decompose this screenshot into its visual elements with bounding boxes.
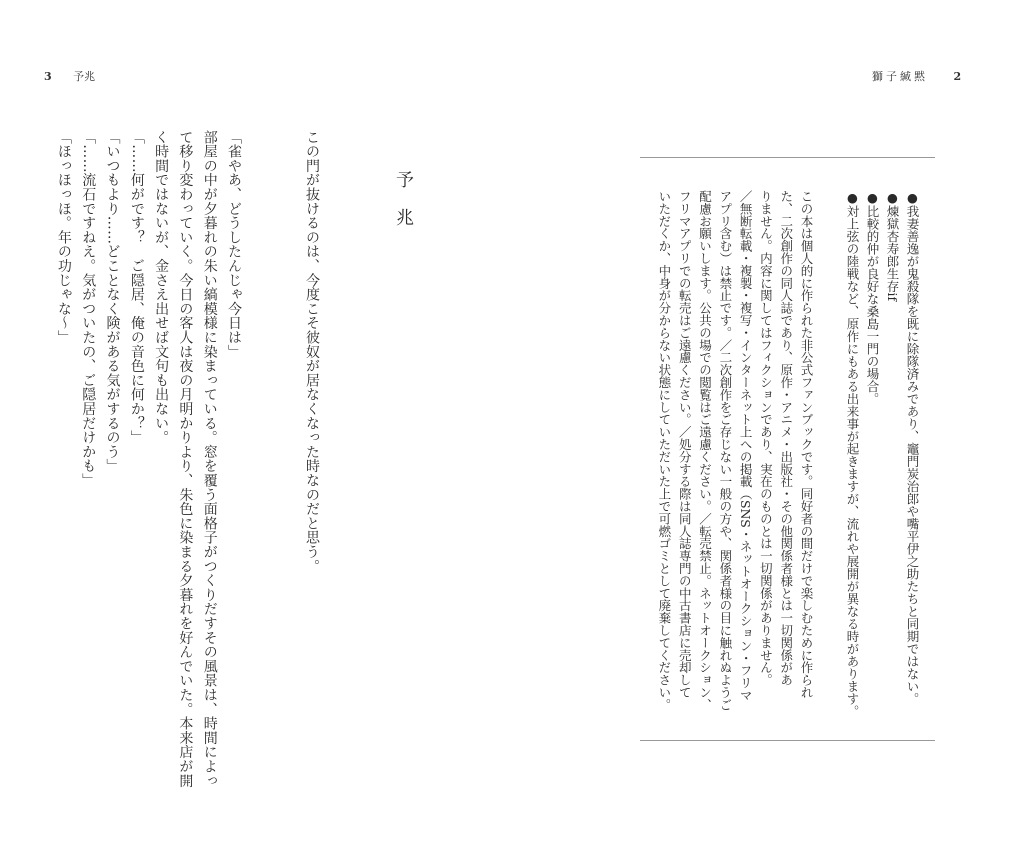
running-head: 獅子緘黙 [872, 70, 928, 83]
text-line: く時間ではないが、金さえ出せば文句も出ない。 [153, 130, 170, 445]
note-item: ●我妻善逸が鬼殺隊を既に除隊済みであり、竈門炭治郎や嘴平伊之助たちと同期ではない。 [905, 190, 920, 705]
text-line: 配慮お願いします。公共の場での閲覧はご遠慮ください。／転売禁止。ネットオークション、 [697, 190, 713, 711]
text-line: 「……流石ですねえ。気がついたの、ご隠居だけかも」 [80, 130, 97, 488]
body-text [52, 130, 246, 788]
text-line: この本は個人的に作られた非公式ファンブックです。同好者の間だけで楽しむために作られ [799, 190, 814, 699]
page-number: 3 [44, 70, 52, 83]
note-item: ●比較的仲が良好な桑島一門の場合。 [865, 190, 880, 405]
note-item: ●煉獄杏寿郎生存if [885, 190, 900, 302]
right-page-header [872, 68, 961, 84]
page-number: 2 [953, 70, 962, 83]
text-line: ／無断転載・複製・複写・インターネット上への掲載（SNS・ネットオークション・フリマ [738, 190, 754, 702]
top-divider [640, 157, 935, 158]
text-line: アプリ含む）は禁止です。／二次創作をご存じない一般の方や、関係者様の目に触れぬようご [717, 190, 733, 711]
text-line: 「雀やあ、どうしたんじゃ今日は」 [226, 130, 242, 359]
intro-line: この門が抜けるのは、今度こそ彼奴が居なくなった時なのだと思う。 [304, 130, 320, 574]
bottom-divider [640, 740, 935, 741]
text-line: 「いつもより……どことなく険がある気がするのう」 [104, 130, 121, 474]
text-line: 「……何がです？ ご隠居、俺の音色に何か？」 [128, 130, 145, 445]
chapter-title: 予兆 [393, 170, 414, 246]
text-line: 「ほっほっほ。年の功じゃな～」 [55, 130, 72, 345]
text-line: いただくか、中身が分からない状態にしていただいた上で可燃ゴミとして廃棄してください。 [656, 190, 672, 711]
running-head: 予兆 [73, 70, 96, 83]
text-line: りません。内容に関してはフィクションであり、実在のものとは一切関係がありません。 [758, 190, 774, 687]
text-line: た、二次創作の同人誌であり、原作・アニメ・出版社・その他関係者様とは一切関係があ [778, 190, 794, 687]
text-line: て移り変わっていく。今日の客人は夜の月明かりより、朱色に染まる夕暮れを好んでいた。本来店が開 [177, 130, 194, 788]
note-item: ●対上弦の陸戦など、原作にもある出来事が起きますが、流れや展開が異なる時があります。 [845, 190, 860, 718]
text-line: フリマアプリでの転売はご遠慮ください。／処分する際は同人誌専門の中古書店に売却して [677, 190, 693, 699]
text-line: 部屋の中が夕暮れの朱い縞模様に染まっている。窓を覆う面格子がつくりだすその風景は、時間によっ [201, 130, 218, 788]
notes-list [842, 190, 922, 718]
disclaimer-text [654, 190, 816, 711]
left-page-header [44, 68, 95, 84]
